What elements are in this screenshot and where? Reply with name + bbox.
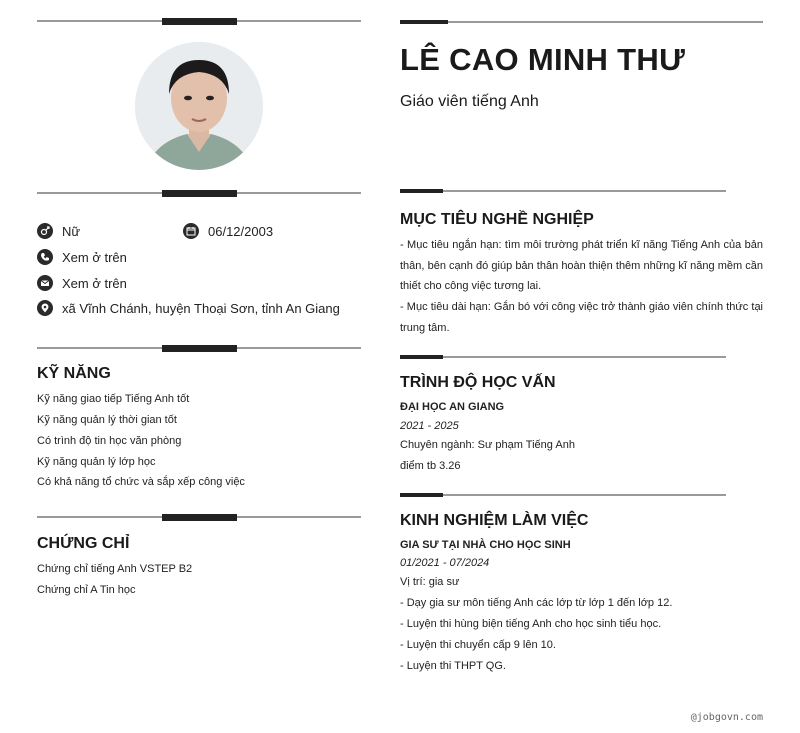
job-title: Giáo viên tiếng Anh bbox=[400, 93, 539, 110]
education-major: Chuyên ngành: Sư phạm Tiếng Anh bbox=[400, 439, 575, 451]
divider-accent bbox=[400, 189, 443, 193]
address-value: xã Vĩnh Chánh, huyện Thoại Sơn, tỉnh An Giang bbox=[62, 300, 340, 316]
divider-accent bbox=[400, 493, 443, 497]
experience-line: Vị trí: gia sư bbox=[400, 576, 460, 588]
skill-item: Kỹ năng quản lý thời gian tốt bbox=[37, 414, 177, 426]
experience-line: - Luyện thi chuyển cấp 9 lên 10. bbox=[400, 639, 556, 651]
objective-title: MỤC TIÊU NGHỀ NGHIỆP bbox=[400, 211, 594, 228]
certificate-item: Chứng chỉ A Tin học bbox=[37, 584, 136, 596]
objective-short-term: - Mục tiêu ngắn hạn: tìm môi trường phát triển kĩ năng Tiếng Anh của bản thân, bên cạnh đó giúp bản thân hoàn thiện thêm những kĩ năng mềm cần thiết cho công việc tương lai. bbox=[400, 239, 763, 292]
birthdate-value: 06/12/2003 bbox=[208, 223, 274, 239]
divider bbox=[400, 190, 726, 192]
certificate-item: Chứng chỉ tiếng Anh VSTEP B2 bbox=[37, 563, 193, 575]
phone-icon bbox=[37, 249, 53, 265]
divider-accent bbox=[162, 345, 237, 352]
education-gpa: điểm tb 3.26 bbox=[400, 460, 461, 472]
divider-accent bbox=[400, 20, 448, 24]
divider bbox=[400, 356, 726, 358]
education-title: TRÌNH ĐỘ HỌC VẤN bbox=[400, 374, 556, 391]
address-row bbox=[37, 300, 340, 316]
divider bbox=[400, 494, 726, 496]
divider-accent bbox=[162, 18, 237, 25]
experience-line: - Luyện thi THPT QG. bbox=[400, 660, 506, 672]
gender-icon bbox=[37, 223, 53, 239]
candidate-name: LÊ CAO MINH THƯ bbox=[400, 42, 686, 77]
gender-row bbox=[37, 223, 80, 239]
avatar bbox=[135, 42, 263, 170]
company-name: GIA SƯ TẠI NHÀ CHO HỌC SINH bbox=[400, 539, 571, 551]
experience-line: - Dạy gia sư môn tiếng Anh các lớp từ lớp 1 đến lớp 12. bbox=[400, 597, 673, 609]
gender-value: Nữ bbox=[62, 223, 81, 239]
experience-title: KINH NGHIỆM LÀM VIỆC bbox=[400, 512, 589, 529]
email-value: Xem ở trên bbox=[62, 275, 127, 291]
skill-item: Có trình độ tin học văn phòng bbox=[37, 435, 182, 447]
calendar-icon bbox=[183, 223, 199, 239]
experience-period: 01/2021 - 07/2024 bbox=[400, 557, 490, 569]
birthdate-row bbox=[183, 223, 273, 239]
divider-accent bbox=[400, 355, 443, 359]
education-period: 2021 - 2025 bbox=[400, 420, 459, 432]
watermark: @jobgovn.com bbox=[690, 712, 763, 723]
experience-line: - Luyện thi hùng biện tiếng Anh cho học sinh tiểu học. bbox=[400, 618, 662, 630]
skill-item: Kỹ năng giao tiếp Tiếng Anh tốt bbox=[37, 393, 190, 405]
divider bbox=[400, 21, 763, 23]
divider-accent bbox=[162, 514, 237, 521]
skills-title: KỸ NĂNG bbox=[37, 365, 111, 382]
certificates-title: CHỨNG CHỈ bbox=[37, 535, 130, 552]
skill-item: Kỹ năng quản lý lớp học bbox=[37, 456, 156, 468]
objective-long-term: - Mục tiêu dài hạn: Gắn bó với công việc trở thành giáo viên chính thức tại trung tâm. bbox=[400, 301, 763, 334]
divider-accent bbox=[162, 190, 237, 197]
skill-item: Có khả năng tổ chức và sắp xếp công việc bbox=[37, 476, 245, 488]
email-row bbox=[37, 275, 127, 291]
email-icon bbox=[37, 275, 53, 291]
school-name: ĐẠI HỌC AN GIANG bbox=[400, 401, 505, 413]
phone-row bbox=[37, 249, 127, 265]
location-icon bbox=[37, 300, 53, 316]
phone-value: Xem ở trên bbox=[62, 249, 127, 265]
